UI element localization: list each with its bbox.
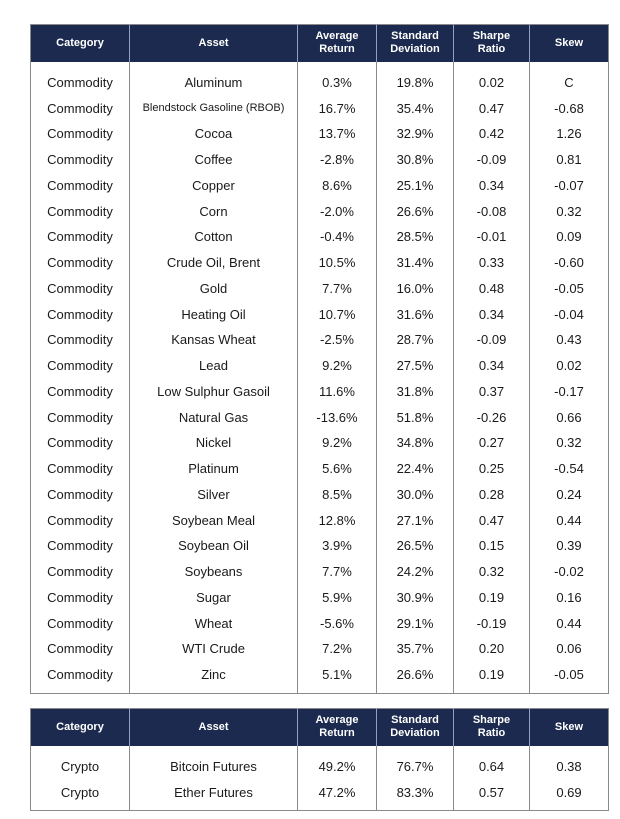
header-standard-deviation: Standard Deviation [377, 25, 454, 62]
cell-sharpe-ratio: 0.42 [454, 121, 530, 147]
cell-category: Commodity [47, 538, 113, 554]
table-row [31, 250, 609, 276]
cell-sharpe-ratio: 0.34 [454, 353, 530, 379]
cell-average-return: 7.7% [298, 559, 377, 585]
cell-asset: Coffee [130, 147, 298, 173]
cell-asset: Heating Oil [130, 301, 298, 327]
cell-category: Commodity [47, 126, 113, 142]
cell-category: Commodity [47, 486, 113, 502]
cell-average-return: 47.2% [298, 780, 377, 811]
cell-asset: Natural Gas [130, 404, 298, 430]
cell-asset: Cocoa [130, 121, 298, 147]
cell-category: Commodity [47, 666, 113, 682]
cell-category: Commodity [47, 255, 113, 271]
commodity-table [30, 24, 609, 694]
cell-sharpe-ratio: 0.20 [454, 636, 530, 662]
cell-standard-deviation: 29.1% [377, 610, 454, 636]
cell-skew: -0.04 [530, 301, 609, 327]
cell-category: Commodity [47, 280, 113, 296]
cell-asset: Kansas Wheat [130, 327, 298, 353]
cell-asset: Low Sulphur Gasoil [130, 379, 298, 405]
cell-sharpe-ratio: 0.57 [454, 780, 530, 811]
cell-category: Commodity [47, 589, 113, 605]
header-asset: Asset [130, 25, 298, 62]
cell-average-return: 49.2% [298, 746, 377, 780]
cell-asset: WTI Crude [130, 636, 298, 662]
cell-average-return: 0.3% [298, 62, 377, 96]
cell-standard-deviation: 27.5% [377, 353, 454, 379]
cell-average-return: 16.7% [298, 95, 377, 121]
cell-standard-deviation: 25.1% [377, 173, 454, 199]
cell-skew: 0.32 [530, 198, 609, 224]
cell-category: Commodity [47, 229, 113, 245]
cell-standard-deviation: 30.0% [377, 482, 454, 508]
table-row [31, 636, 609, 662]
header-asset: Asset [130, 709, 298, 746]
cell-asset: Gold [130, 276, 298, 302]
cell-skew: 0.81 [530, 147, 609, 173]
cell-asset: Aluminum [130, 62, 298, 96]
table-row [31, 662, 609, 694]
cell-category: Commodity [47, 615, 113, 631]
cell-category: Commodity [47, 358, 113, 374]
cell-average-return: 8.6% [298, 173, 377, 199]
cell-sharpe-ratio: 0.47 [454, 507, 530, 533]
cell-standard-deviation: 26.6% [377, 662, 454, 694]
header-skew: Skew [530, 709, 609, 746]
cell-standard-deviation: 28.7% [377, 327, 454, 353]
cell-asset: Silver [130, 482, 298, 508]
cell-asset: Cotton [130, 224, 298, 250]
table-row [31, 746, 609, 780]
cell-skew: 1.26 [530, 121, 609, 147]
cell-category: Commodity [47, 74, 113, 90]
cell-standard-deviation: 19.8% [377, 62, 454, 96]
cell-category: Commodity [47, 383, 113, 399]
table-row [31, 456, 609, 482]
cell-sharpe-ratio: 0.27 [454, 430, 530, 456]
cell-average-return: 7.2% [298, 636, 377, 662]
cell-asset: Bitcoin Futures [130, 746, 298, 780]
cell-asset: Wheat [130, 610, 298, 636]
table-row [31, 559, 609, 585]
cell-average-return: 5.6% [298, 456, 377, 482]
cell-skew: -0.54 [530, 456, 609, 482]
cell-average-return: 5.9% [298, 585, 377, 611]
cell-sharpe-ratio: 0.19 [454, 585, 530, 611]
cell-sharpe-ratio: 0.02 [454, 62, 530, 96]
table-row [31, 379, 609, 405]
table-row [31, 62, 609, 96]
cell-average-return: -13.6% [298, 404, 377, 430]
cell-skew: 0.44 [530, 507, 609, 533]
cell-standard-deviation: 31.4% [377, 250, 454, 276]
table-header-row [31, 709, 609, 746]
cell-average-return: 13.7% [298, 121, 377, 147]
cell-skew: 0.24 [530, 482, 609, 508]
cell-standard-deviation: 16.0% [377, 276, 454, 302]
cell-sharpe-ratio: 0.32 [454, 559, 530, 585]
cell-skew: -0.02 [530, 559, 609, 585]
table-row [31, 482, 609, 508]
cell-average-return: -2.8% [298, 147, 377, 173]
cell-average-return: 10.5% [298, 250, 377, 276]
cell-standard-deviation: 76.7% [377, 746, 454, 780]
cell-skew: 0.06 [530, 636, 609, 662]
cell-sharpe-ratio: 0.15 [454, 533, 530, 559]
cell-sharpe-ratio: -0.09 [454, 327, 530, 353]
cell-average-return: 10.7% [298, 301, 377, 327]
cell-standard-deviation: 30.9% [377, 585, 454, 611]
cell-category: Commodity [47, 177, 113, 193]
cell-asset: Corn [130, 198, 298, 224]
cell-skew: -0.07 [530, 173, 609, 199]
header-average-return: Average Return [298, 709, 377, 746]
table-row [31, 121, 609, 147]
cell-skew: 0.16 [530, 585, 609, 611]
cell-standard-deviation: 31.8% [377, 379, 454, 405]
cell-standard-deviation: 35.7% [377, 636, 454, 662]
cell-sharpe-ratio: -0.08 [454, 198, 530, 224]
header-sharpe-ratio: Sharpe Ratio [454, 709, 530, 746]
table-row [31, 327, 609, 353]
cell-sharpe-ratio: -0.19 [454, 610, 530, 636]
cell-asset: Ether Futures [130, 780, 298, 811]
header-standard-deviation: Standard Deviation [377, 709, 454, 746]
cell-skew: -0.60 [530, 250, 609, 276]
table-row [31, 301, 609, 327]
cell-asset: Blendstock Gasoline (RBOB) [130, 95, 298, 121]
cell-standard-deviation: 26.5% [377, 533, 454, 559]
cell-average-return: 12.8% [298, 507, 377, 533]
cell-average-return: -2.0% [298, 198, 377, 224]
header-average-return: Average Return [298, 25, 377, 62]
table-row [31, 507, 609, 533]
cell-sharpe-ratio: 0.28 [454, 482, 530, 508]
cell-skew: 0.66 [530, 404, 609, 430]
cell-average-return: 8.5% [298, 482, 377, 508]
table-row [31, 276, 609, 302]
table-row [31, 430, 609, 456]
table-row [31, 610, 609, 636]
cell-average-return: 7.7% [298, 276, 377, 302]
cell-skew: 0.69 [530, 780, 609, 811]
cell-asset: Soybean Oil [130, 533, 298, 559]
cell-skew: 0.38 [530, 746, 609, 780]
cell-skew: 0.43 [530, 327, 609, 353]
table-row [31, 780, 609, 811]
cell-asset: Zinc [130, 662, 298, 694]
cell-category: Crypto [60, 784, 100, 800]
table-row [31, 585, 609, 611]
cell-category: Commodity [47, 409, 113, 425]
header-category: Category [31, 25, 130, 62]
cell-standard-deviation: 34.8% [377, 430, 454, 456]
header-skew: Skew [530, 25, 609, 62]
table-header-row [31, 25, 609, 62]
header-category: Category [31, 709, 130, 746]
cell-average-return: -5.6% [298, 610, 377, 636]
cell-asset: Sugar [130, 585, 298, 611]
cell-category: Commodity [47, 306, 113, 322]
cell-skew: C [530, 62, 609, 96]
cell-category: Commodity [47, 641, 113, 657]
cell-average-return: 9.2% [298, 353, 377, 379]
cell-skew: 0.02 [530, 353, 609, 379]
cell-average-return: 3.9% [298, 533, 377, 559]
table-row [31, 224, 609, 250]
cell-asset: Soybean Meal [130, 507, 298, 533]
cell-skew: -0.05 [530, 662, 609, 694]
cell-sharpe-ratio: 0.48 [454, 276, 530, 302]
header-sharpe-ratio: Sharpe Ratio [454, 25, 530, 62]
cell-category: Commodity [47, 461, 113, 477]
cell-category: Commodity [47, 435, 113, 451]
cell-sharpe-ratio: -0.01 [454, 224, 530, 250]
cell-sharpe-ratio: 0.19 [454, 662, 530, 694]
table-row [31, 404, 609, 430]
cell-skew: 0.44 [530, 610, 609, 636]
cell-average-return: 11.6% [298, 379, 377, 405]
cell-asset: Lead [130, 353, 298, 379]
cell-standard-deviation: 22.4% [377, 456, 454, 482]
table-row [31, 533, 609, 559]
cell-sharpe-ratio: 0.64 [454, 746, 530, 780]
cell-sharpe-ratio: 0.25 [454, 456, 530, 482]
cell-average-return: 5.1% [298, 662, 377, 694]
cell-category: Commodity [47, 100, 113, 116]
cell-standard-deviation: 26.6% [377, 198, 454, 224]
cell-standard-deviation: 83.3% [377, 780, 454, 811]
cell-standard-deviation: 31.6% [377, 301, 454, 327]
cell-asset: Nickel [130, 430, 298, 456]
cell-standard-deviation: 24.2% [377, 559, 454, 585]
cell-skew: 0.09 [530, 224, 609, 250]
cell-average-return: 9.2% [298, 430, 377, 456]
cell-standard-deviation: 32.9% [377, 121, 454, 147]
cell-sharpe-ratio: 0.34 [454, 301, 530, 327]
table-row [31, 198, 609, 224]
cell-sharpe-ratio: -0.09 [454, 147, 530, 173]
cell-skew: -0.05 [530, 276, 609, 302]
table-row [31, 147, 609, 173]
cell-skew: -0.68 [530, 95, 609, 121]
cell-skew: 0.39 [530, 533, 609, 559]
crypto-table [30, 708, 609, 811]
table-row [31, 353, 609, 379]
cell-skew: 0.32 [530, 430, 609, 456]
cell-standard-deviation: 27.1% [377, 507, 454, 533]
cell-standard-deviation: 30.8% [377, 147, 454, 173]
cell-sharpe-ratio: 0.33 [454, 250, 530, 276]
cell-asset: Crude Oil, Brent [130, 250, 298, 276]
cell-average-return: -0.4% [298, 224, 377, 250]
cell-standard-deviation: 35.4% [377, 95, 454, 121]
cell-category: Commodity [47, 152, 113, 168]
cell-sharpe-ratio: 0.47 [454, 95, 530, 121]
cell-average-return: -2.5% [298, 327, 377, 353]
cell-sharpe-ratio: -0.26 [454, 404, 530, 430]
cell-category: Commodity [47, 203, 113, 219]
cell-category: Commodity [47, 512, 113, 528]
cell-category: Commodity [47, 332, 113, 348]
cell-category: Crypto [60, 759, 100, 774]
table-row [31, 173, 609, 199]
cell-standard-deviation: 51.8% [377, 404, 454, 430]
cell-sharpe-ratio: 0.37 [454, 379, 530, 405]
cell-asset: Copper [130, 173, 298, 199]
table-row [31, 95, 609, 121]
cell-sharpe-ratio: 0.34 [454, 173, 530, 199]
cell-category: Commodity [47, 564, 113, 580]
cell-skew: -0.17 [530, 379, 609, 405]
cell-standard-deviation: 28.5% [377, 224, 454, 250]
cell-asset: Platinum [130, 456, 298, 482]
cell-asset: Soybeans [130, 559, 298, 585]
